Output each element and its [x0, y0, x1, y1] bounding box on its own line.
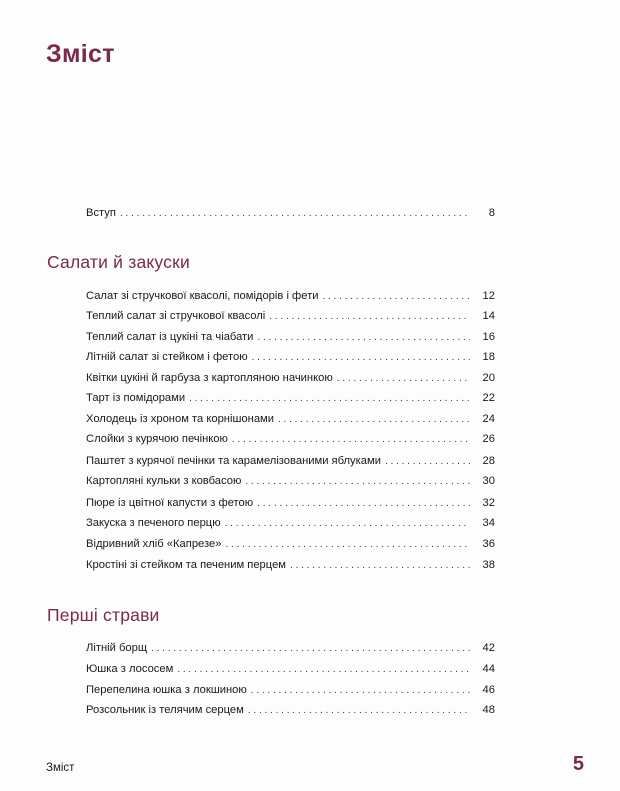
dot-leader — [245, 475, 470, 489]
toc-entry-page: 36 — [482, 538, 495, 550]
toc-entry[interactable] — [86, 537, 495, 552]
toc-entry[interactable] — [86, 662, 495, 677]
toc-entry[interactable] — [86, 289, 495, 304]
toc-entry-page: 12 — [482, 290, 495, 302]
toc-entry-label: Холодець із хроном та корнішонами — [86, 413, 274, 425]
toc-entry-page: 30 — [482, 475, 495, 487]
toc-entry-label: Слойки з курячою печінкою — [86, 433, 228, 445]
toc-entry-page: 8 — [488, 207, 495, 219]
toc-entry[interactable] — [86, 391, 495, 406]
dot-leader — [278, 413, 470, 427]
page-title: Зміст — [46, 40, 115, 68]
toc-entry[interactable] — [86, 558, 495, 573]
dot-leader — [232, 433, 470, 447]
toc-entry[interactable] — [86, 412, 495, 427]
toc-entry[interactable] — [86, 330, 495, 345]
toc-entry[interactable] — [86, 683, 495, 698]
toc-entry[interactable] — [86, 703, 495, 718]
footer-section-label: Зміст — [46, 762, 75, 774]
toc-entry-page: 14 — [482, 310, 495, 322]
toc-entry-label: Закуска з печеного перцю — [86, 517, 221, 529]
toc-entry-label: Теплий салат із цукіні та чіабати — [86, 331, 254, 343]
toc-entry-intro[interactable] — [86, 206, 495, 221]
dot-leader — [337, 372, 470, 386]
toc-entry[interactable] — [86, 309, 495, 324]
dot-leader — [257, 331, 470, 345]
toc-entry-page: 46 — [482, 684, 495, 696]
toc-entry-label: Пюре із цвітної капусти з фетою — [86, 497, 254, 509]
toc-entry-label: Квітки цукіні й гарбуза з картопляною начинкою — [86, 372, 333, 384]
toc-entry-label: Салат зі стручкової квасолі, помідорів і фети — [86, 290, 319, 302]
toc-entry[interactable] — [86, 641, 495, 656]
toc-entry-label: Теплий салат зі стручкової квасолі — [86, 310, 266, 322]
toc-entry[interactable] — [86, 371, 495, 386]
toc-entry[interactable] — [86, 496, 495, 511]
section-title-soups: Перші страви — [47, 605, 160, 625]
dot-leader — [120, 207, 470, 221]
footer-page-number: 5 — [572, 753, 584, 775]
toc-entry-label: Юшка з лососем — [86, 663, 174, 675]
toc-entry-label: Кростіні зі стейком та печеним перцем — [86, 559, 286, 571]
toc-entry-page: 22 — [482, 392, 495, 404]
dot-leader — [177, 663, 470, 677]
toc-entry-page: 16 — [482, 331, 495, 343]
toc-entry-label: Перепелина юшка з локшиною — [86, 684, 247, 696]
dot-leader — [225, 517, 470, 531]
dot-leader — [322, 290, 470, 304]
toc-entry-page: 34 — [482, 517, 495, 529]
dot-leader — [225, 538, 470, 552]
dot-leader — [257, 497, 470, 511]
toc-entry-label: Розсольник із телячим серцем — [86, 704, 244, 716]
dot-leader — [251, 684, 470, 698]
toc-entry[interactable] — [86, 474, 495, 489]
toc-entry-page: 42 — [482, 642, 495, 654]
toc-entry-page: 44 — [482, 663, 495, 675]
toc-entry[interactable] — [86, 432, 495, 447]
toc-entry-page: 28 — [482, 455, 495, 467]
dot-leader — [252, 351, 470, 365]
toc-entry-label: Паштет з курячої печінки та карамелізованими яблуками — [86, 455, 381, 467]
toc-entry-label: Літній борщ — [86, 642, 148, 654]
toc-entry-page: 20 — [482, 372, 495, 384]
toc-entry-label: Відривний хліб «Капрезе» — [86, 538, 222, 550]
toc-entry-label: Тарт із помідорами — [86, 392, 186, 404]
toc-entry-page: 24 — [482, 413, 495, 425]
toc-entry-page: 32 — [482, 497, 495, 509]
toc-entry[interactable] — [86, 350, 495, 365]
toc-entry-label: Літній салат зі стейком і фетою — [86, 351, 248, 363]
toc-entry-label: Вступ — [86, 207, 116, 219]
section-title-salads: Салати й закуски — [47, 252, 190, 272]
toc-entry-label: Картопляні кульки з ковбасою — [86, 475, 242, 487]
toc-entry-page: 38 — [482, 559, 495, 571]
dot-leader — [269, 310, 470, 324]
dot-leader — [151, 642, 470, 656]
toc-entry-page: 18 — [482, 351, 495, 363]
dot-leader — [290, 559, 470, 573]
dot-leader — [248, 704, 470, 718]
dot-leader — [189, 392, 470, 406]
dot-leader — [385, 455, 470, 469]
toc-entry-page: 26 — [482, 433, 495, 445]
toc-entry[interactable] — [86, 516, 495, 531]
toc-entry-page: 48 — [482, 704, 495, 716]
toc-entry[interactable] — [86, 454, 495, 469]
